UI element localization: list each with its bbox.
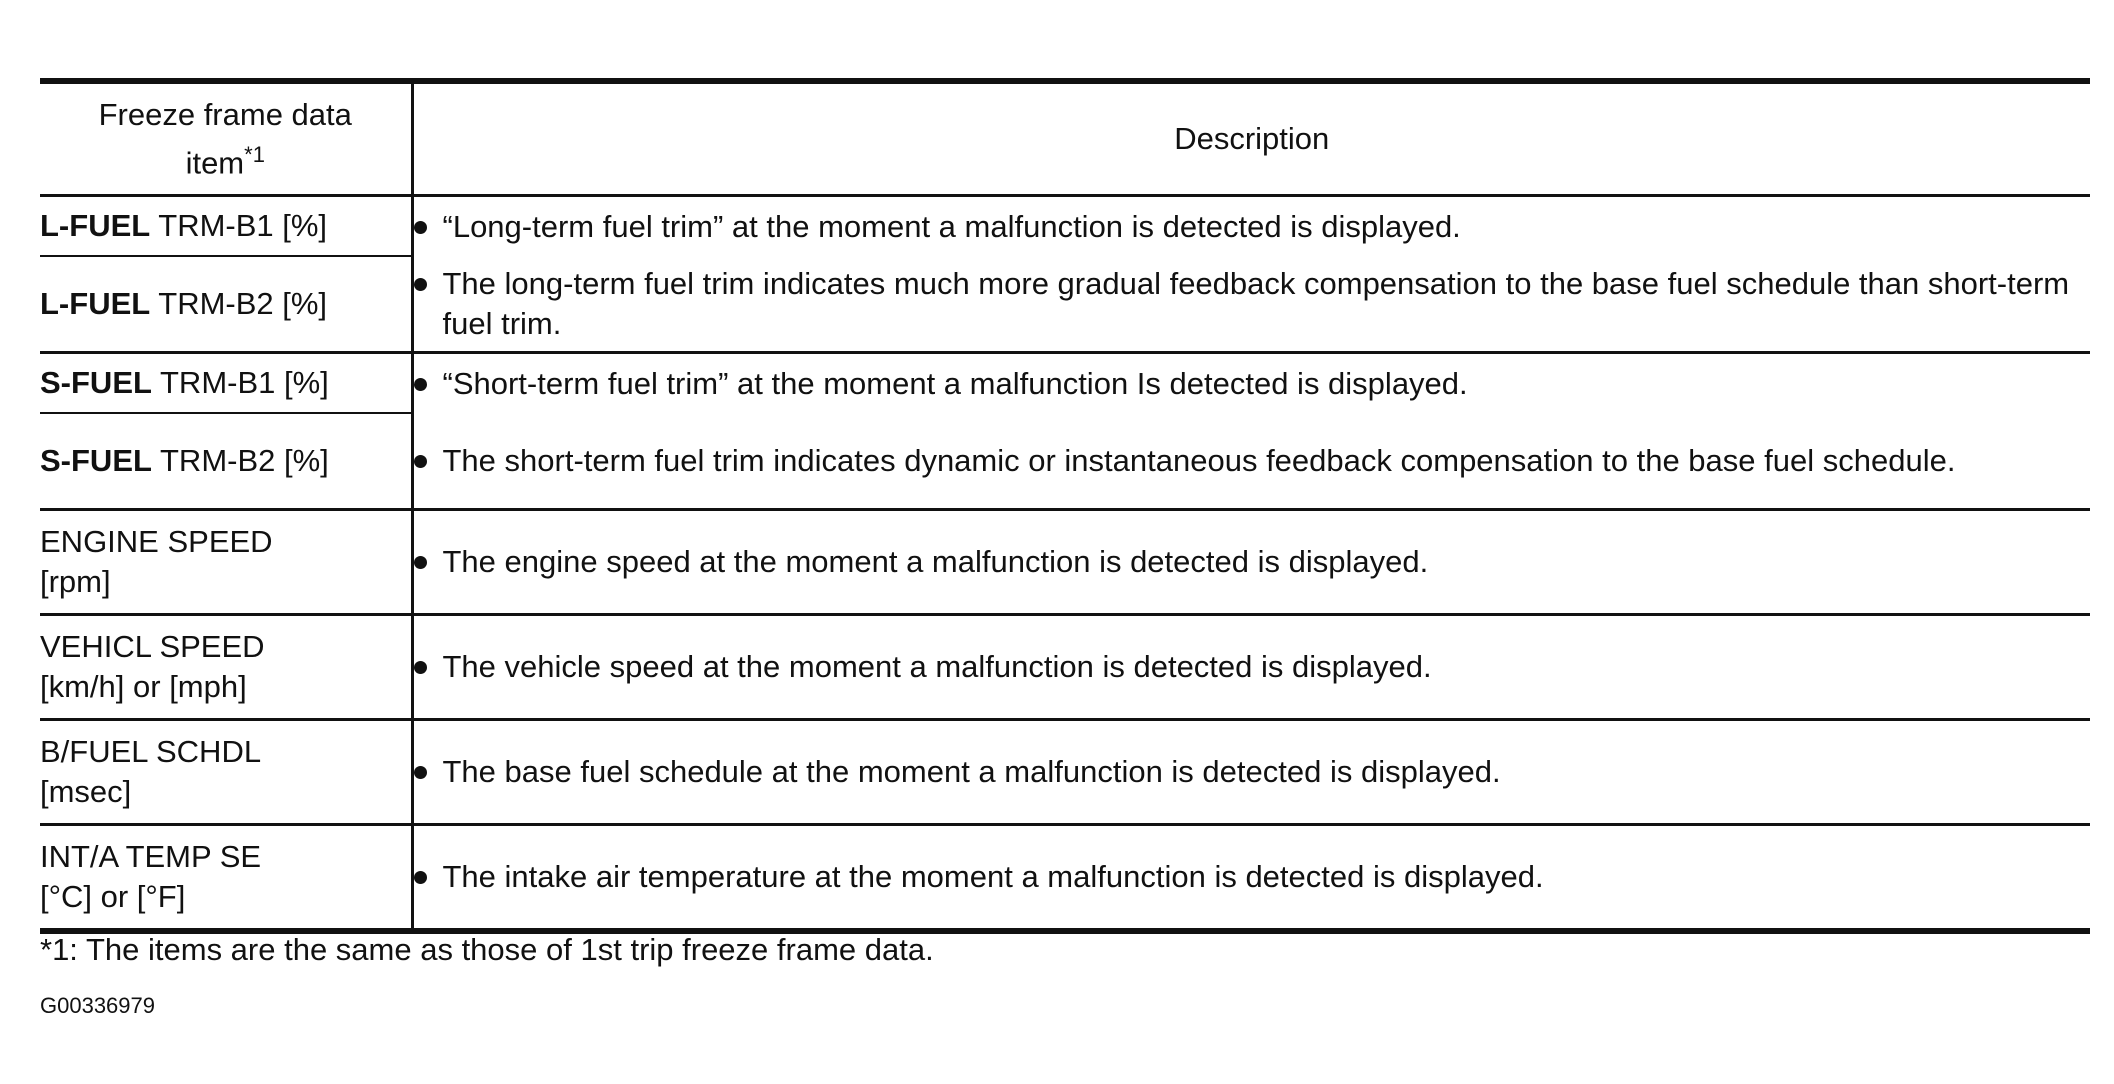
item-rest: TRM-B2 [%] <box>150 286 328 321</box>
table-row <box>40 256 2090 353</box>
table-row <box>40 196 2090 257</box>
item-cell <box>40 353 412 414</box>
table-row <box>40 413 2090 510</box>
description-text: The intake air temperature at the moment a malfunction is detected is displayed. <box>442 859 1544 894</box>
bullet-icon <box>414 556 427 569</box>
description-text: “Long-term fuel trim” at the moment a malfunction is detected is displayed. <box>442 208 1461 244</box>
item-line1: VEHICL SPEED <box>40 629 265 664</box>
item-cell <box>40 413 412 510</box>
item-line2: [°C] or [°F] <box>40 879 186 914</box>
item-cell <box>40 720 412 825</box>
item-cell <box>40 196 412 257</box>
bullet-icon <box>414 278 427 291</box>
item-bold: L-FUEL <box>40 286 151 321</box>
item-bold: S-FUEL <box>40 365 152 400</box>
table-row <box>40 353 2090 414</box>
item-bold: L-FUEL <box>40 208 151 243</box>
header-item-line1: Freeze frame data <box>98 96 352 132</box>
header-row <box>40 81 2090 196</box>
item-line2: [msec] <box>40 774 132 809</box>
bullet-icon <box>414 661 427 674</box>
item-line2: [km/h] or [mph] <box>40 669 247 704</box>
item-rest: TRM-B1 [%] <box>151 365 329 400</box>
document <box>40 78 2090 934</box>
bullet-icon <box>414 221 427 234</box>
header-description: Description <box>412 81 2090 196</box>
table-row <box>40 510 2090 615</box>
table-row <box>40 615 2090 720</box>
header-item <box>40 81 412 196</box>
description-text: The short-term fuel trim indicates dynamic or instantaneous feedback compensation to the base fuel schedule. <box>442 442 1956 478</box>
item-rest: TRM-B2 [%] <box>151 443 329 478</box>
description-cell <box>412 256 2090 353</box>
figure-id: G00336979 <box>40 993 155 1018</box>
footnote: *1: The items are the same as those of 1st trip freeze frame data. <box>40 932 934 967</box>
header-item-note: *1 <box>244 141 265 167</box>
item-cell <box>40 615 412 720</box>
description-cell <box>412 615 2090 720</box>
description-cell <box>412 196 2090 257</box>
description-text: The base fuel schedule at the moment a malfunction is detected is displayed. <box>442 754 1501 789</box>
description-text: The vehicle speed at the moment a malfunction is detected is displayed. <box>442 649 1432 684</box>
freeze-frame-table <box>40 78 2090 934</box>
header-item-line2: item <box>185 145 245 181</box>
description-text: The engine speed at the moment a malfunction is detected is displayed. <box>442 544 1429 579</box>
bullet-icon <box>414 455 427 468</box>
description-cell <box>412 720 2090 825</box>
bullet-icon <box>414 766 427 779</box>
table-row <box>40 720 2090 825</box>
item-bold: S-FUEL <box>40 443 152 478</box>
item-line1: INT/A TEMP SE <box>40 839 262 874</box>
description-text: “Short-term fuel trim” at the moment a malfunction Is detected is displayed. <box>442 365 1468 401</box>
item-line1: ENGINE SPEED <box>40 524 273 559</box>
description-cell <box>412 353 2090 414</box>
table-row <box>40 825 2090 932</box>
bullet-icon <box>414 871 427 884</box>
bullet-icon <box>414 378 427 391</box>
item-cell <box>40 825 412 932</box>
item-line2: [rpm] <box>40 564 111 599</box>
item-cell <box>40 510 412 615</box>
description-cell <box>412 413 2090 510</box>
item-rest: TRM-B1 [%] <box>150 208 328 243</box>
item-cell <box>40 256 412 353</box>
description-text: The long-term fuel trim indicates much more gradual feedback compensation to the base fuel schedule than short-term fuel trim. <box>442 265 2070 341</box>
description-cell <box>412 825 2090 932</box>
item-line1: B/FUEL SCHDL <box>40 734 262 769</box>
description-cell <box>412 510 2090 615</box>
